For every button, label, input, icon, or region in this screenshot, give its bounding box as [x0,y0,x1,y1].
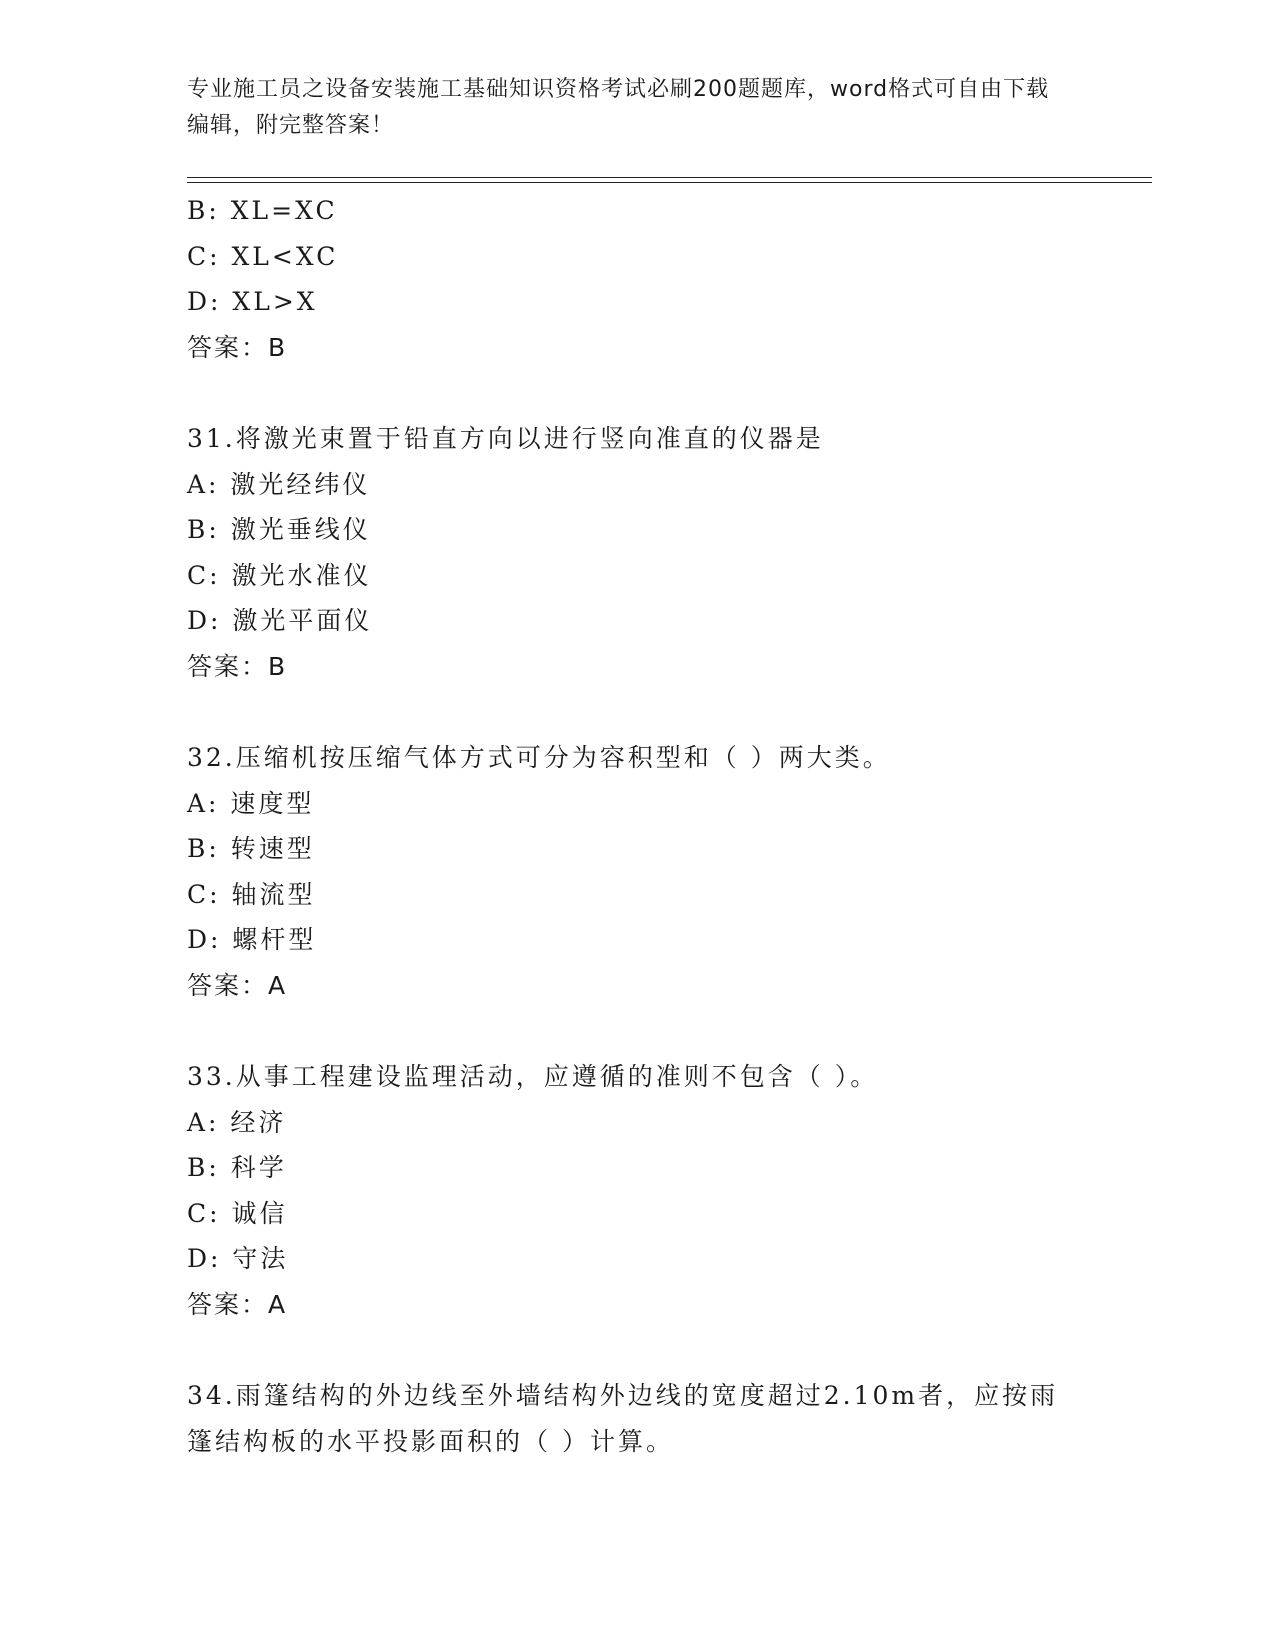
option-c: C: 激光水准仪 [187,560,372,590]
answer-line: 答案：A [187,970,288,1000]
option-a: A: 经济 [187,1107,287,1137]
question-34 [187,1373,1087,1464]
answer-line: 答案：B [187,651,288,681]
option-d: D: XL>X [187,287,318,316]
question-text: 31.将激光束置于铅直方向以进行竖向准直的仪器是 [187,424,824,453]
option-c: C: 诚信 [187,1198,288,1228]
question-text: 34.雨篷结构的外边线至外墙结构外边线的宽度超过2.10m者，应按雨篷结构板的水平投影面积的（ ）计算。 [187,1381,1059,1456]
option-d: D: 螺杆型 [187,925,317,954]
question-text: 32.压缩机按压缩气体方式可分为容积型和（ ）两大类。 [187,743,891,772]
option-b: B: 激光垂线仪 [187,515,371,544]
option-d: D: 激光平面仪 [187,606,373,635]
header-divider-bottom [187,182,1152,183]
previous-question-tail [187,188,1087,370]
option-c: C: 轴流型 [187,879,316,909]
question-text: 33.从事工程建设监理活动，应遵循的准则不包含（ ）。 [187,1062,879,1091]
option-b: B: 转速型 [187,834,315,863]
question-32 [187,735,1087,1008]
option-a: A: 速度型 [187,788,315,818]
option-b: B: XL=XC [187,196,338,225]
question-list [187,188,1087,1464]
option-c: C: XL<XC [187,241,339,271]
option-b: B: 科学 [187,1153,287,1182]
question-33 [187,1054,1087,1327]
page-header: 专业施工员之设备安装施工基础知识资格考试必刷200题题库，word格式可自由下载编辑，附完整答案！ [187,77,1050,138]
answer-line: 答案：A [187,1289,288,1319]
header-divider-top [187,177,1152,178]
question-31 [187,416,1087,689]
option-a: A: 激光经纬仪 [187,469,371,499]
answer-line: 答案：B [187,332,288,362]
option-d: D: 守法 [187,1244,289,1273]
